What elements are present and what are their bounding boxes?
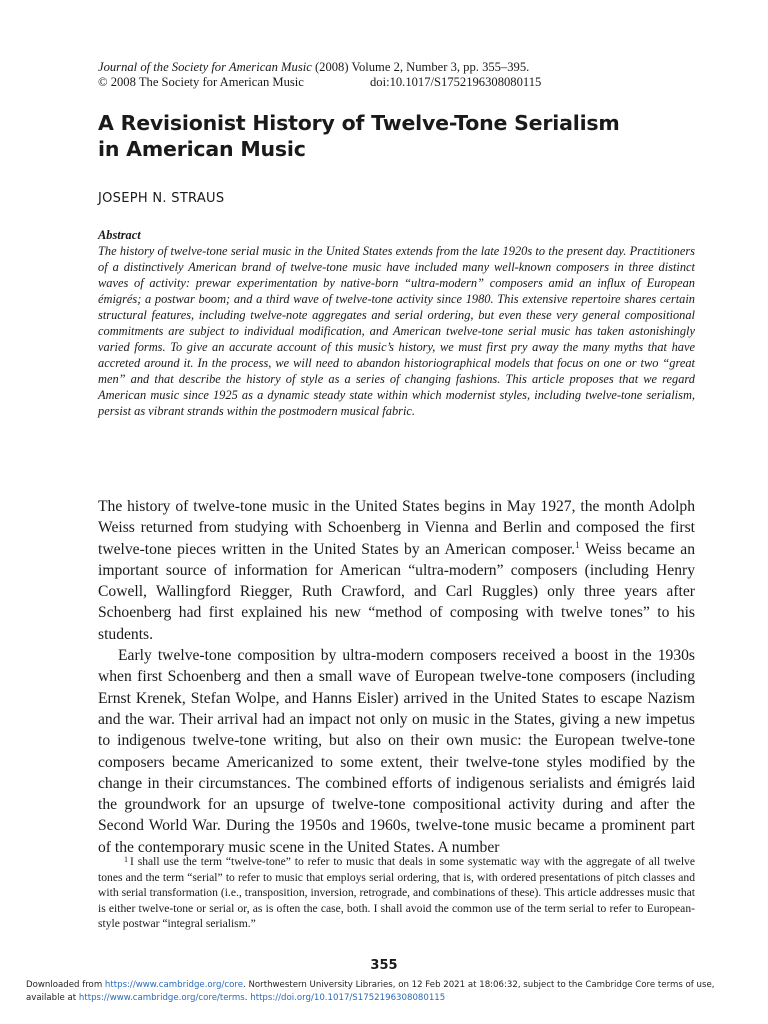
journal-citation: [98, 60, 678, 75]
author-name: JOSEPH N. STRAUS: [98, 191, 225, 206]
copyright-line: © 2008 The Society for American Music: [98, 75, 304, 89]
footnote-1: [98, 852, 695, 932]
download-middle-text: . Northwestern University Libraries, on 12 Feb 2021 at 18:06:32, subject to the Cambridge Core terms of use, available at: [26, 980, 715, 1003]
body-paragraph-1: [98, 496, 695, 645]
download-prefix: Downloaded from: [26, 980, 105, 990]
body-paragraph-2: Early twelve-tone composition by ultra-modern composers received a boost in the 1930s when first Schoenberg and then a small wave of European twelve-tone composers (including Ernst Krenek, Stefan Wolpe, and Hanns Eisler) arrived in the United States to escape Nazism and the war. Their arrival had an impact not only on music in the States, giving a new impetus to indigenous twelve-tone writing, but also on their own music: the European twelve-tone composers became Americanized to some extent, their twelve-tone styles modified by the change in their circumstances. The combined efforts of indigenous serialists and émigrés laid the groundwork for an upsurge of twelve-tone compositional activity during and after the Second World War. During the 1950s and 1960s, twelve-tone music became a prominent part of the contemporary music scene in the United States. A number: [98, 647, 695, 856]
terms-of-use-link[interactable]: https://www.cambridge.org/core/terms: [78, 992, 245, 1003]
body-paragraph-1-text-a: The history of twelve-tone music in the United States begins in May 1927, the month Adolph Weiss returned from studying with Schoenberg in Vienna and Berlin and composed the first twelve-tone pieces written in the United States by an American composer.: [98, 498, 695, 558]
body-paragraph-1-text-b: Weiss became an important source of information for American “ultra-modern” composers (including Henry Cowell, Wallingford Riegger, Ruth Crawford, and Carl Ruggles) only three years after Schoenberg had first explained his new “method of composing with twelve tones” to his students.: [98, 540, 695, 643]
footnote-reference[interactable]: 1: [575, 539, 580, 550]
footnote-mark: 1: [124, 855, 128, 864]
article-title: [98, 110, 698, 162]
journal-volume-info: (2008) Volume 2, Number 3, pp. 355–395.: [311, 60, 530, 74]
article-title-line-2: in American Music: [98, 137, 306, 161]
abstract-heading: Abstract: [98, 228, 141, 242]
download-notice: [26, 979, 746, 1004]
abstract-section: [98, 227, 695, 419]
page-number: 355: [370, 958, 398, 973]
article-body: [98, 496, 695, 858]
journal-header: [98, 60, 678, 90]
download-separator: .: [244, 992, 251, 1003]
doi-link[interactable]: https://doi.org/10.1017/S1752196308080115: [250, 992, 446, 1003]
journal-name: Journal of the Society for American Music: [98, 60, 312, 74]
abstract-text: The history of twelve-tone serial music in the United States extends from the late 1920s to the present day. Practitioners of a distinctively American brand of twelve-tone music have included many well-known composers in three distinct waves of activity: prewar experimentation by native-born “ultra-modern” composers amid an influx of European émigrés; a postwar boom; and a third wave of twelve-tone activity since 1980. This extensive repertoire shares certain structural features, including twelve-note aggregates and serial ordering, but even these very general compositional commitments are subject to individual modification, and American twelve-tone serial music has taken astonishingly varied forms. To give an accurate account of this music’s history, we must first pry away the many myths that have accreted around it. In the process, we will need to abandon historiographical models that focus on one or two “great men” and that describe the history of style as a series of changing fashions. This article proposes that we regard American music since 1925 as a dynamic steady state within which modernist styles, including twelve-tone serialism, persist as vibrant strands within the postmodern musical fabric.: [98, 244, 695, 418]
article-title-line-1: A Revisionist History of Twelve-Tone Serialism: [98, 111, 620, 135]
doi-text: doi:10.1017/S1752196308080115: [370, 75, 542, 89]
footnote-text: I shall use the term “twelve-tone” to refer to music that deals in some systematic way with the aggregate of all twelve tones and the term “serial” to refer to music that employs serial ordering, that is, with ordered presentations of pitch classes and with serial transformation (i.e., transposition, inversion, retrograde, and combinations of these). This article addresses music that is either twelve-tone or serial or, as is often the case, both. I shall avoid the common use of the term serial to refer to European-style postwar “integral serialism.”: [98, 855, 695, 931]
cambridge-core-link[interactable]: https://www.cambridge.org/core: [104, 980, 244, 990]
